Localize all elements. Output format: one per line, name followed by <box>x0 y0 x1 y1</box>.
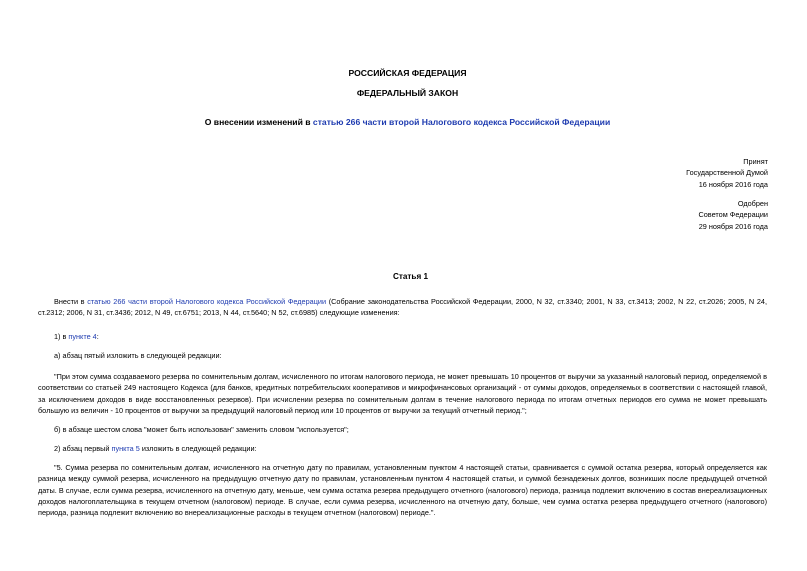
law-title-link[interactable]: статью 266 части второй Налогового кодекса Российской Федерации <box>312 117 611 127</box>
paragraph-intro <box>38 296 767 319</box>
text-run: а) абзац пятый изложить в следующей редакции: <box>54 351 222 360</box>
law-type-heading: ФЕДЕРАЛЬНЫЙ ЗАКОН <box>356 88 459 98</box>
paragraph-item-b <box>38 424 767 435</box>
text-run: Внести в <box>54 297 88 306</box>
law-title-prefix: О внесении изменений в <box>204 117 313 127</box>
approval-date: 29 ноября 2016 года <box>698 221 768 231</box>
adoption-date: 16 ноября 2016 года <box>698 179 768 189</box>
text-run: (Собрание законодательства Российской Федерации, 2000, N 32, ст.3340; 2001, N 33, ст.3413; 2002, N 22, ст.2026; 2005, N 24, ст.2312; 2006, N 31, ст.3436; 2012, N 49, ст.6751; 2013, N 44, ст.5640; N 52, ст.6985) следующие изменения: <box>38 297 768 318</box>
point-4-link[interactable]: пункте 4 <box>68 332 97 341</box>
adoption-block <box>686 156 768 190</box>
paragraph-item-a <box>38 350 767 361</box>
adoption-line: Принят <box>743 157 768 166</box>
law-title <box>4 117 807 128</box>
paragraph-item-2 <box>38 443 767 454</box>
text-run: изложить в следующей редакции: <box>139 444 257 453</box>
paragraph-quote-2 <box>38 462 767 518</box>
adoption-line: Государственной Думой <box>686 168 768 178</box>
point-5-link[interactable]: пункта 5 <box>111 444 140 453</box>
paragraph-item-1 <box>38 331 767 342</box>
article-266-link[interactable]: статью 266 части второй Налогового кодекса Российской Федерации <box>87 297 327 306</box>
approval-line: Советом Федерации <box>698 210 768 220</box>
text-run: 2) абзац первый <box>54 444 112 453</box>
approval-block <box>698 198 768 232</box>
text-run: : <box>96 332 99 341</box>
text-run: б) в абзаце шестом слова "может быть использован" заменить словом "используется"; <box>54 425 349 434</box>
article-heading: Статья 1 <box>392 272 429 281</box>
approval-line: Одобрен <box>737 199 768 208</box>
text-run: "При этом сумма создаваемого резерва по сомнительным долгам, исчисленного по итогам налогового периода, не может превышать 10 процентов от выручки за указанный налоговый период, определяемой в соответствии со статьей 249 настоящего Кодекса (для банков, кредитных потребительских кооперативов и микрофинансовых организаций - от суммы доходов, определяемых в соответствии с настоящей главой, за исключением доходов в виде восстановленных резервов). При исчислении резерва по сомнительным долгам в течение налогового периода по итогам отчетных периодов его сумма не может превышать большую из величин - 10 процентов от выручки за предыдущий налоговый период или 10 процентов от выручки за текущий отчетный период."; <box>38 372 767 415</box>
text-run: 1) в <box>54 332 69 341</box>
paragraph-quote-1 <box>38 371 767 416</box>
text-run: "5. Сумма резерва по сомнительным долгам, исчисленного на отчетную дату по правилам, установленным пунктом 4 настоящей статьи, сравнивается с суммой остатка резерва, который определяется как разница между суммой резерва, исчисленного на предыдущую отчетную дату по правилам, установленным пунктом 4 настоящей статьи, и суммой безнадежных долгов, возникших после предыдущей отчетной даты. В случае, если сумма резерва, исчисленного на отчетную дату, меньше, чем сумма остатка резерва предыдущего отчетного (налогового) периода, разница подлежит включению в состав внереализационных доходов налогоплательщика в текущем отчетном (налоговом) периоде. В случае, если сумма резерва, исчисленного на отчетную дату, больше, чем сумма остатка резерва предыдущего отчетного (налогового) периода, разница подлежит включению во внереализационные расходы в текущем отчетном (налоговом) периоде.". <box>38 463 767 518</box>
country-heading: РОССИЙСКАЯ ФЕДЕРАЦИЯ <box>348 68 467 78</box>
